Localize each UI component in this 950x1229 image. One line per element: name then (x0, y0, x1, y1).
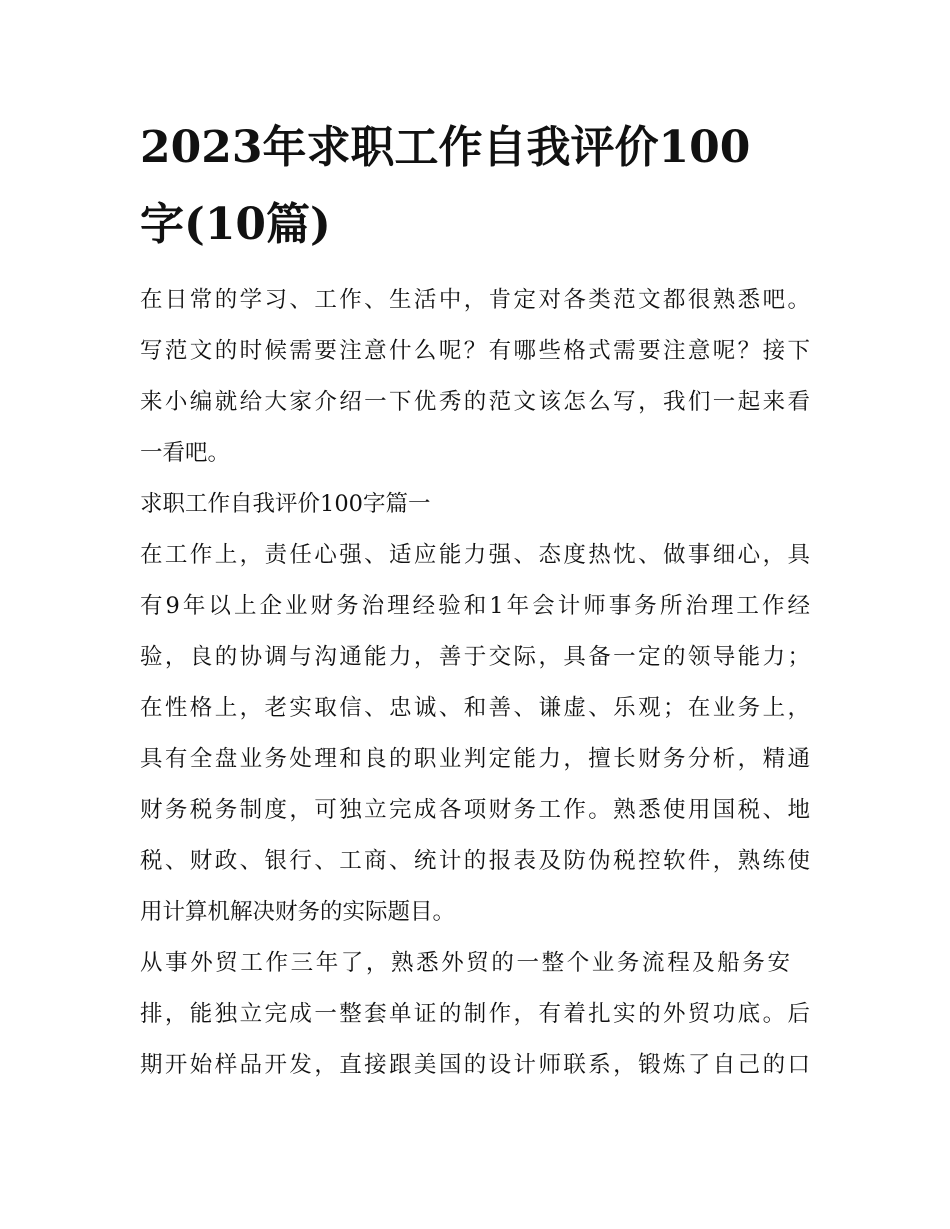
paragraph-line: 在工作上，责任心强、适应能力强、态度热忱、做事细心，具 (140, 542, 810, 568)
paragraph-line: 期开始样品开发，直接跟美国的设计师联系，锻炼了自己的口 (140, 1052, 810, 1078)
document-title-line-1: 2023年求职工作自我评价100 (140, 122, 751, 173)
section-heading: 求职工作自我评价100字篇一 (140, 491, 431, 517)
paragraph-line: 税、财政、银行、工商、统计的报表及防伪税控软件，熟练使 (140, 848, 810, 874)
paragraph-line: 排，能独立完成一整套单证的制作，有着扎实的外贸功底。后 (140, 1001, 810, 1027)
intro-paragraph-line: 一看吧。 (140, 440, 231, 466)
intro-paragraph-line: 在日常的学习、工作、生活中，肯定对各类范文都很熟悉吧。 (140, 287, 810, 313)
intro-paragraph-line: 写范文的时候需要注意什么呢？有哪些格式需要注意呢？接下 (140, 338, 810, 364)
intro-paragraph-line: 来小编就给大家介绍一下优秀的范文该怎么写，我们一起来看 (140, 389, 810, 415)
paragraph-line: 从事外贸工作三年了，熟悉外贸的一整个业务流程及船务安 (140, 950, 790, 976)
paragraph-line: 具有全盘业务处理和良的职业判定能力，擅长财务分析，精通 (140, 746, 810, 772)
paragraph-line: 财务税务制度，可独立完成各项财务工作。熟悉使用国税、地 (140, 797, 810, 823)
paragraph-line: 在性格上，老实取信、忠诚、和善、谦虚、乐观；在业务上， (140, 695, 810, 721)
document-title-line-2: 字(10篇) (140, 199, 331, 250)
paragraph-line: 有9年以上企业财务治理经验和1年会计师事务所治理工作经 (140, 593, 810, 619)
paragraph-line: 用计算机解决财务的实际题目。 (140, 899, 456, 925)
paragraph-line: 验，良的协调与沟通能力，善于交际，具备一定的领导能力； (140, 644, 810, 670)
